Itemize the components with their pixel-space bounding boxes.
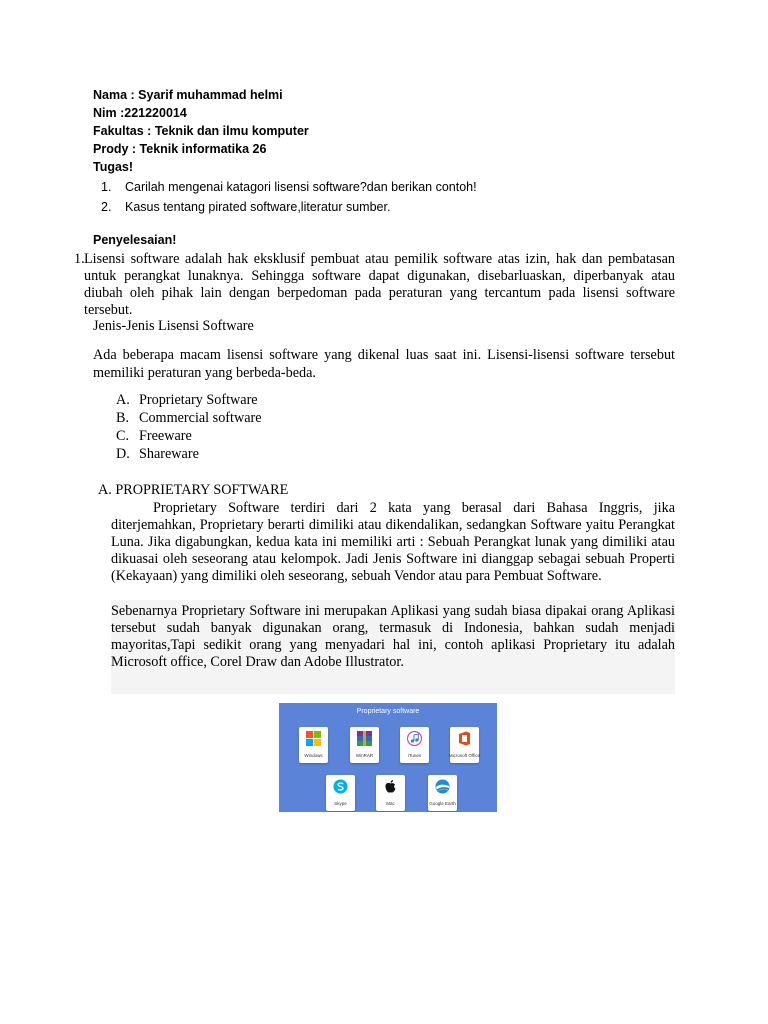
student-faculty: Fakultas : Teknik dan ilmu komputer	[93, 124, 309, 138]
app-tile-skype: Skype	[326, 775, 355, 811]
apple-icon	[383, 779, 398, 794]
intro-paragraph: Ada beberapa macam lisensi software yang dikenal luas saat ini. Lisensi-lisensi software tersebut memiliki peraturan yang berbeda-beda.	[93, 347, 675, 381]
app-tile-mac: Mac	[376, 775, 405, 811]
answer-paragraph: 1. Lisensi software adalah hak eksklusif pembuat atau pemilik software atas izin, hak dan pembatasan untuk perangkat lunaknya. Sehingga software dapat digunakan, disebarluaskan, diperbanyak atau diubah oleh pihak lain dengan berpedoman pada peraturan yang tercantum pada lisensi software tersebut.	[74, 251, 675, 318]
windows-icon	[306, 731, 321, 746]
student-nim: Nim :221220014	[93, 106, 187, 120]
task-item: 1. Carilah mengenai katagori lisensi software?dan berikan contoh!	[101, 180, 477, 194]
task-list	[101, 177, 477, 217]
skype-icon	[333, 779, 348, 794]
figure-title: Proprietary software	[356, 708, 420, 715]
section-heading: A. PROPRIETARY SOFTWARE	[98, 482, 289, 498]
app-tile-office: Microsoft Office	[450, 727, 479, 763]
proprietary-software-figure	[279, 703, 497, 812]
itunes-icon	[407, 731, 422, 746]
list-item: A. Proprietary Software	[116, 392, 258, 408]
proprietary-paragraph: Proprietary Software terdiri dari 2 kata yang berasal dari Bahasa Inggris, jika diterjemahkan, Proprietary berarti dimiliki atau dikendalikan, sedangkan Software yaitu Perangkat Luna. Jika digabungkan, kedua kata ini memiliki arti : Sebuah Perangkat lunak yang dimiliki atau dikuasai oleh seseorang atau kelompok. Jadi Jenis Software ini dianggap sebagai sebuah Properti (Kekayaan) yang dimiliki oleh seseorang, sebuah Vendor atau para Pembuat Software.	[111, 500, 675, 584]
student-program: Prody : Teknik informatika 26	[93, 142, 267, 156]
license-type-list	[116, 391, 262, 463]
solution-heading: Penyelesaian!	[93, 233, 177, 247]
student-info	[93, 86, 309, 176]
student-name: Nama : Syarif muhammad helmi	[93, 88, 283, 102]
list-item: D. Shareware	[116, 446, 199, 462]
list-item: B. Commercial software	[116, 410, 262, 426]
license-types-title: Jenis-Jenis Lisensi Software	[93, 318, 254, 334]
office-icon	[457, 731, 472, 746]
task-item: 2. Kasus tentang pirated software,literatur sumber.	[101, 200, 391, 214]
app-tile-google-earth: Google Earth	[428, 775, 457, 811]
google-earth-icon	[435, 779, 450, 794]
proprietary-examples-paragraph: Sebenarnya Proprietary Software ini merupakan Aplikasi yang sudah biasa dipakai orang Aplikasi tersebut sudah banyak digunakan orang, termasuk di Indonesia, bahkan sudah menjadi mayoritas,Tapi sedikit orang yang menyadari hal ini, contoh aplikasi Proprietary itu adalah Microsoft office, Corel Draw dan Adobe Illustrator.	[111, 603, 675, 670]
app-tile-winrar: WinRAR	[350, 727, 379, 763]
task-heading: Tugas!	[93, 160, 134, 174]
app-tile-itunes: iTunes	[400, 727, 429, 763]
app-tile-windows: Windows	[299, 727, 328, 763]
list-item: C. Freeware	[116, 428, 192, 444]
winrar-icon	[357, 731, 372, 746]
